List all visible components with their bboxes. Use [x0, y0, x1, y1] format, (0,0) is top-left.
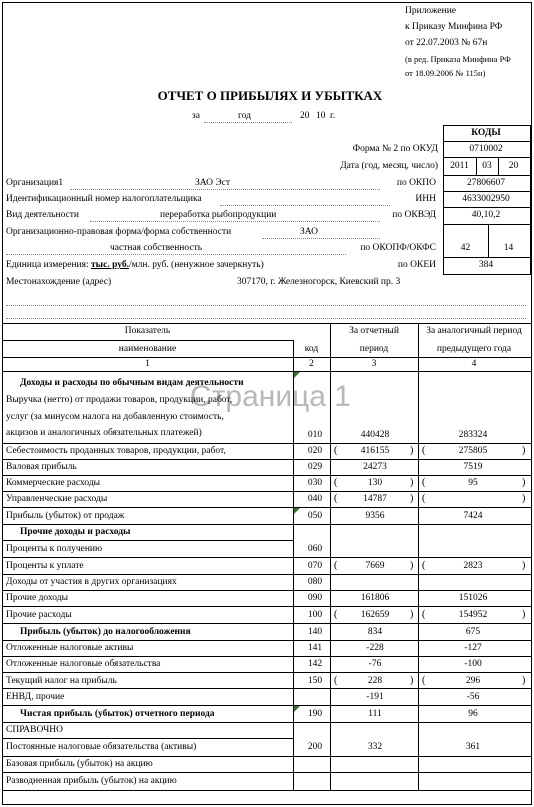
th-n3: 3: [371, 359, 377, 369]
pbt-label: Прибыль (убыток) до налогообложения: [20, 627, 191, 637]
interest-payable-code: 070: [307, 561, 323, 571]
ptl-label: Постоянные налоговые обязательства (активы): [6, 742, 197, 752]
opf-value: ЗАО: [300, 227, 319, 237]
basic-eps-label: Базовая прибыль (убыток) на акцию: [6, 759, 153, 769]
section-other: Прочие доходы и расходы: [20, 527, 131, 537]
th-name: наименование: [118, 344, 177, 354]
opf-label: Организационно-правовая форма/форма собственности: [6, 227, 232, 237]
gross-label: Валовая прибыль: [6, 462, 77, 472]
net-profit-label: Чистая прибыль (убыток) отчетного периода: [20, 709, 215, 719]
activity-label: Вид деятельности: [6, 210, 80, 220]
section-ordinary: Доходы и расходы по обычным видам деятельности: [20, 378, 244, 388]
current-tax-label: Текущий налог на прибыль: [6, 676, 117, 686]
date-year: 2011: [450, 161, 469, 171]
address-label: Местонахождение (адрес): [6, 277, 112, 287]
address-value: 307170, г. Железногорск, Киевский пр. 3: [237, 277, 401, 287]
dta-code: 141: [307, 643, 323, 653]
org-label: Организация1: [6, 178, 64, 188]
inn-label-left: Идентификационный номер налогоплательщика: [6, 194, 202, 204]
dtl-label: Отложенные налоговые обязательства: [6, 659, 161, 669]
other-income-prev: 151026: [458, 593, 488, 603]
date-month: 03: [482, 161, 492, 171]
other-expense-label: Прочие расходы: [6, 610, 72, 620]
date-day: 20: [508, 161, 519, 171]
commercial-prev: 95: [468, 478, 478, 488]
dtl-current: -76: [368, 659, 382, 669]
cost-current: 416155: [360, 446, 390, 456]
cost-label: Себестоимость проданных товаров, продукции, работ,: [6, 446, 226, 456]
sales-profit-label: Прибыль (убыток) от продаж: [6, 511, 125, 521]
envd-current: -191: [366, 692, 384, 702]
ptl-current: 332: [367, 742, 383, 752]
current-tax-code: 150: [307, 676, 323, 686]
other-income-code: 090: [307, 593, 323, 603]
th-current-l2: период: [359, 344, 389, 354]
interest-receivable-label: Проценты к получению: [6, 544, 103, 554]
interest-payable-label: Проценты к уплате: [6, 561, 84, 571]
okfs-value: 14: [503, 243, 514, 253]
okud-label: Форма № 2 по ОКУД: [352, 144, 438, 154]
okei-label: по ОКЕИ: [397, 260, 436, 270]
period-year-suffix: 10: [316, 111, 326, 121]
participation-label: Доходы от участия в других организациях: [6, 577, 177, 587]
cost-code: 020: [307, 446, 323, 456]
ptl-prev: 361: [465, 742, 481, 752]
management-label: Управленческие расходы: [6, 494, 108, 504]
other-expense-prev: 154952: [458, 610, 488, 620]
envd-label: ЕНВД, прочие: [6, 692, 65, 702]
net-profit-code: 190: [307, 709, 323, 719]
reference-label: СПРАВОЧНО: [6, 725, 63, 735]
th-n4: 4: [471, 359, 477, 369]
appendix-line5: от 18.09.2006 № 115н): [405, 68, 486, 78]
gross-current: 24273: [363, 462, 387, 472]
period-underline: [204, 122, 292, 123]
interest-payable-current: 7669: [365, 561, 385, 571]
net-profit-current: 111: [368, 709, 382, 719]
participation-code: 080: [307, 577, 323, 587]
gross-code: 029: [307, 462, 323, 472]
ptl-code: 200: [307, 742, 323, 752]
interest-payable-prev: 2823: [463, 561, 483, 571]
net-profit-prev: 96: [468, 709, 478, 719]
current-tax-current: 228: [367, 676, 383, 686]
management-current: 14787: [363, 494, 387, 504]
okved-label: по ОКВЭД: [392, 210, 436, 220]
dta-label: Отложенные налоговые активы: [6, 643, 134, 653]
date-label: Дата (год, месяц, число): [340, 161, 438, 171]
appendix-line1: Приложение: [405, 6, 456, 16]
commercial-current: 130: [367, 478, 383, 488]
current-tax-prev: 296: [465, 676, 481, 686]
pbt-current: 834: [367, 627, 383, 637]
okei-value: 384: [478, 260, 494, 270]
okopf-label: по ОКОПФ/ОКФС: [360, 243, 436, 253]
appendix-line3: от 22.07.2003 № 67н: [405, 38, 488, 48]
revenue-label-3: акцизов и аналогичных обязательных платежей): [6, 428, 202, 438]
revenue-label-1: Выручка (нетто) от продажи товаров, продукции, работ,: [6, 395, 233, 405]
dta-prev: -127: [464, 643, 482, 653]
pbt-code: 140: [307, 627, 323, 637]
interest-receivable-code: 060: [307, 544, 323, 554]
sales-profit-code: 050: [307, 511, 323, 521]
gross-prev: 7519: [463, 462, 483, 472]
th-n2: 2: [309, 359, 314, 369]
okpo-label: по ОКПО: [396, 178, 436, 188]
report-title: ОТЧЕТ О ПРИБЫЛЯХ И УБЫТКАХ: [157, 88, 383, 103]
period-word: год: [238, 111, 251, 121]
diluted-eps-label: Разводненная прибыль (убыток) на акцию: [6, 776, 177, 786]
th-n1: 1: [145, 359, 150, 369]
envd-prev: -56: [466, 692, 480, 702]
org-name: ЗАО Эст: [195, 178, 231, 188]
codes-header: КОДЫ: [471, 128, 501, 138]
revenue-current: 440428: [360, 430, 390, 440]
management-code: 040: [307, 494, 323, 504]
period-prefix: за: [192, 111, 200, 121]
pbt-prev: 675: [465, 627, 481, 637]
th-indicator: Показатель: [124, 326, 171, 336]
sales-profit-prev: 7424: [463, 511, 483, 521]
period-year-prefix: 20: [300, 111, 310, 121]
revenue-prev: 283324: [458, 430, 488, 440]
inn-label: ИНН: [415, 194, 436, 204]
revenue-label-2: услуг (за минусом налога на добавленную стоимость,: [6, 412, 224, 422]
commercial-code: 030: [307, 478, 323, 488]
period-suffix: г.: [330, 111, 336, 121]
revenue-code: 010: [307, 430, 323, 440]
okopf-value: 42: [460, 243, 471, 253]
cost-prev: 275805: [458, 446, 488, 456]
th-current-l1: За отчетный: [349, 326, 399, 336]
okpo-value: 27806607: [467, 178, 505, 188]
dtl-code: 142: [307, 659, 323, 669]
appendix-line2: к Приказу Минфина РФ: [405, 22, 503, 32]
th-prev-l1: За аналогичный период: [426, 326, 522, 336]
other-income-current: 161806: [360, 593, 390, 603]
appendix-line4: (в ред. Приказа Минфина РФ: [405, 54, 511, 64]
other-expense-current: 162659: [360, 610, 390, 620]
page-watermark: Страница 1: [190, 380, 351, 413]
unit-line: Единица измерения: тыс. руб./млн. руб. (ненужное зачеркнуть): [6, 260, 264, 270]
dta-current: -228: [366, 643, 384, 653]
inn-value: 4633002950: [462, 194, 510, 204]
okved-value: 40,10,2: [471, 210, 501, 220]
okud-value: 0710002: [469, 144, 503, 154]
th-prev-l2: предыдущего года: [436, 344, 512, 354]
other-income-label: Прочие доходы: [6, 593, 68, 603]
sales-profit-current: 9356: [365, 511, 385, 521]
activity-value: переработка рыбопродукции: [160, 210, 277, 220]
ownership-value: частная собственность: [110, 243, 203, 253]
other-expense-code: 100: [307, 610, 323, 620]
dtl-prev: -100: [464, 659, 482, 669]
commercial-label: Коммерческие расходы: [6, 478, 101, 488]
th-code: код: [304, 344, 319, 354]
